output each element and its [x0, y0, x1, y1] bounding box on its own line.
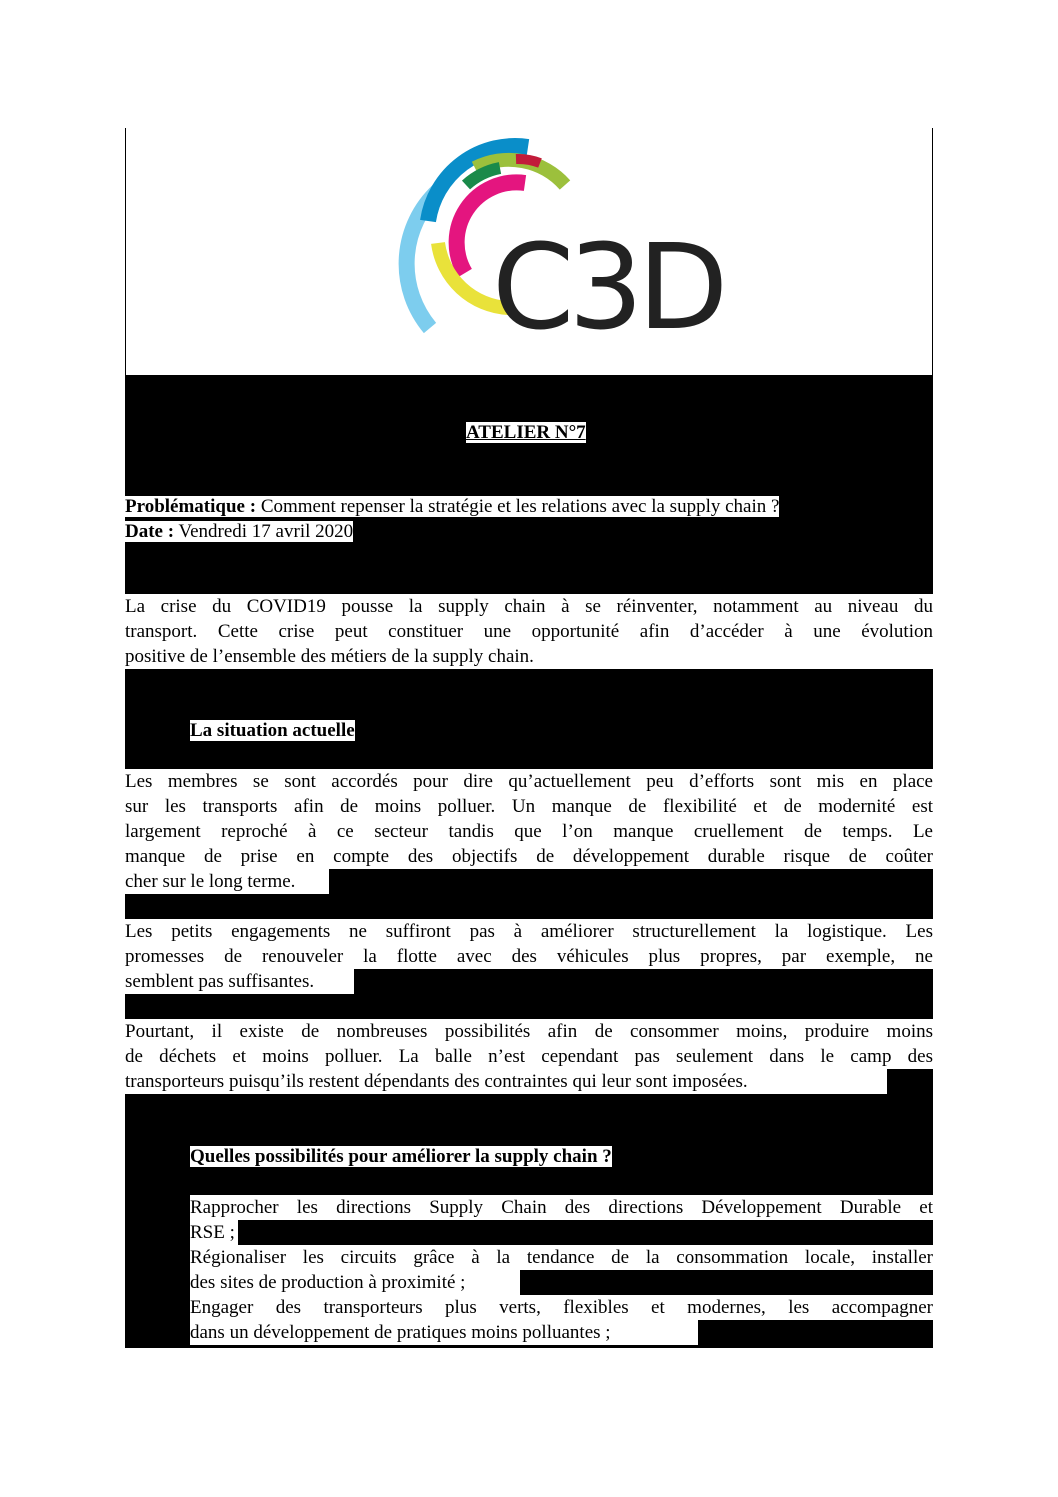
paragraph-situation-2: [125, 919, 933, 994]
list-item: des sites de production à proximité ;: [190, 1270, 520, 1295]
para-line: Les membres se sont accordés pour dire qu’actuellement peu d’efforts sont mis en place: [125, 771, 933, 792]
possibilities-list: [190, 1195, 933, 1345]
intro-line: La crise du COVID19 pousse la supply chain à se réinventer, notamment au niveau du: [125, 596, 933, 617]
problematique-text: Comment repenser la stratégie et les relations avec la supply chain ?: [256, 496, 780, 517]
date-label: Date :: [125, 521, 175, 542]
para-line: manque de prise en compte des objectifs de développement durable risque de coûter: [125, 846, 933, 867]
para-line: sur les transports afin de moins polluer. Un manque de flexibilité et de modernité est: [125, 796, 933, 817]
para-line: promesses de renouveler la flotte avec des véhicules plus propres, par exemple, ne: [125, 946, 933, 967]
date-text: Vendredi 17 avril 2020: [174, 521, 354, 542]
logo-text: C3D: [492, 218, 723, 356]
intro-line: positive de l’ensemble des métiers de la supply chain.: [125, 646, 534, 667]
paragraph-situation-3: [125, 1019, 933, 1094]
intro-line: transport. Cette crise peut constituer une opportunité afin d’accéder à une évolution: [125, 621, 933, 642]
problematique-label: Problématique :: [125, 496, 257, 517]
para-line: Pourtant, il existe de nombreuses possibilités afin de consommer moins, produire moins: [125, 1021, 933, 1042]
para-line: de déchets et moins polluer. La balle n’est cependant pas seulement dans le camp des: [125, 1046, 933, 1067]
para-line: cher sur le long terme.: [125, 869, 329, 894]
intro-paragraph: [125, 594, 933, 669]
paragraph-situation-1: [125, 769, 933, 894]
para-line: semblent pas suffisantes.: [125, 969, 354, 994]
list-item: dans un développement de pratiques moins polluantes ;: [190, 1320, 698, 1345]
frame-left-border: [125, 128, 126, 376]
section-title-possibilities: Quelles possibilités pour améliorer la supply chain ?: [190, 1146, 612, 1167]
para-line: largement reproché à ce secteur tandis que l’on manque cruellement de temps. Le: [125, 821, 933, 842]
page-frame: [125, 128, 933, 1348]
list-item: RSE ;: [190, 1220, 238, 1245]
list-item: Régionaliser les circuits grâce à la tendance de la consommation locale, installer: [190, 1247, 933, 1268]
list-item: Engager des transporteurs plus verts, flexibles et modernes, les accompagner: [190, 1297, 933, 1318]
section-title-situation: La situation actuelle: [190, 720, 355, 741]
para-line: transporteurs puisqu’ils restent dépendants des contraintes qui leur sont imposées.: [125, 1069, 887, 1094]
workshop-title: ATELIER N°7: [466, 422, 586, 443]
date-line: [125, 519, 353, 544]
c3d-logo: [390, 133, 723, 373]
list-item: Rapprocher les directions Supply Chain des directions Développement Durable et: [190, 1197, 933, 1218]
problematique-line: [125, 494, 779, 519]
para-line: Les petits engagements ne suffiront pas à améliorer structurellement la logistique. Les: [125, 921, 933, 942]
frame-right-border: [932, 128, 933, 376]
